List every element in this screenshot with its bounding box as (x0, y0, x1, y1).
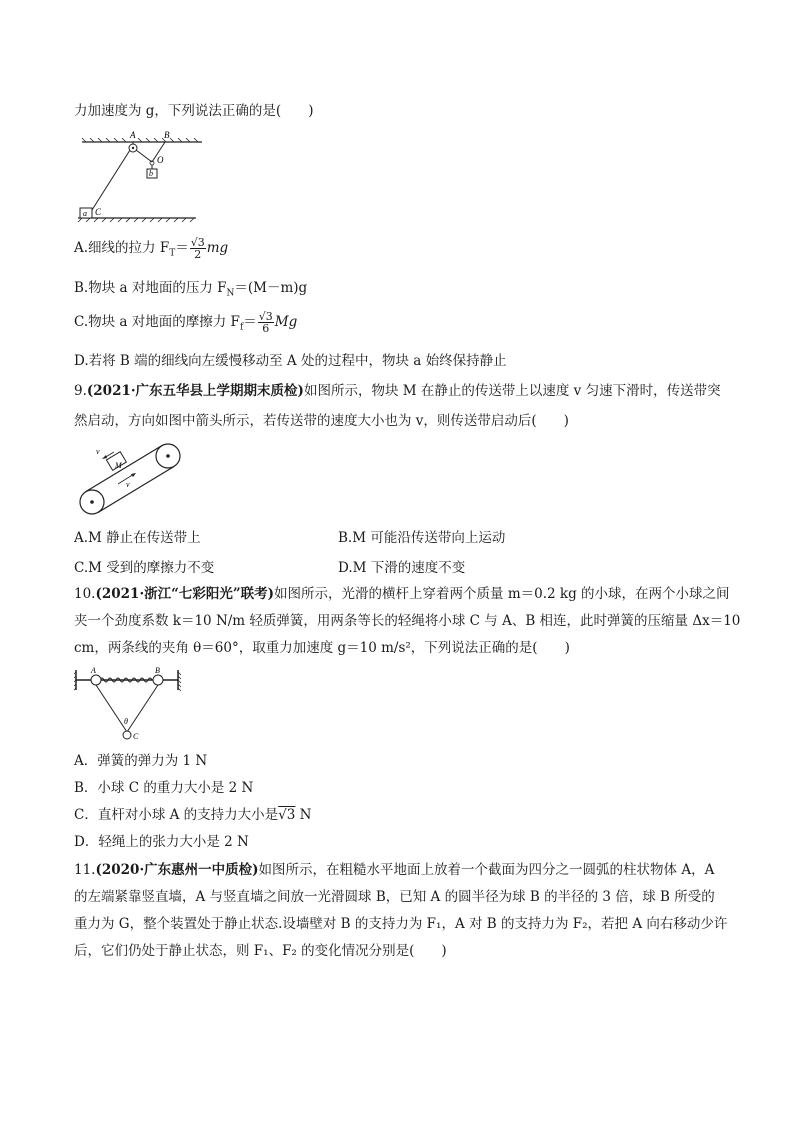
q8-option-b: B.物块 a 对地面的压力 $F_N=(M-m)g$ (74, 280, 308, 299)
label-O: O (157, 155, 164, 165)
q10-option-a: A．弹簧的弹力为 1 N (74, 753, 208, 769)
q10-stem-line-1: 10.(2021·浙江“七彩阳光”联考)如图所示，光滑的横杆上穿着两个质量 m＝0.2 kg 的小球，在两个小球之间 (74, 586, 730, 602)
q9-option-b: B.M 可能沿传送带向上运动 (338, 530, 506, 546)
q8-option-a: A.细线的拉力 $F_T=$ $\frac{√3}{2}$ mg (74, 236, 229, 261)
q9-option-c: C.M 受到的摩擦力不变 (74, 560, 215, 576)
q9-stem-line-2: 然启动，方向如图中箭头所示，若传送带的速度大小也为 v，则传送带启动后( ) (74, 413, 569, 429)
q10-option-d: D．轻绳上的张力大小是 2 N (74, 834, 249, 850)
q10-option-b: B．小球 C 的重力大小是 2 N (74, 780, 254, 796)
q10-figure (74, 664, 182, 744)
label-v-top: v (96, 447, 100, 456)
q8-figure (74, 128, 204, 224)
q11-stem-line-2: 的左端紧靠竖直墙，A 与竖直墙之间放一光滑圆球 B，已知 A 的圆半径为球 B 的半径的 3 倍，球 B 所受的 (74, 889, 715, 905)
label-v-belt: v (126, 480, 130, 489)
q10-stem-line-3: cm，两条线的夹角 θ＝60°，取重力加速度 g＝10 m/s²，下列说法正确的是( ) (74, 640, 570, 656)
q11-stem-line-3: 重力为 G，整个装置处于静止状态.设墙壁对 B 的支持力为 F₁，A 对 B 的支持力为 F₂，若把 A 向右移动少许 (74, 916, 728, 932)
label-a: a (83, 209, 87, 218)
q9-figure (74, 440, 186, 516)
label-b: b (149, 169, 153, 178)
q8-stem-tail: 力加速度为 g，下列说法正确的是( ) (74, 103, 314, 119)
q10-option-c: C．直杆对小球 A 的支持力大小是√3 N (74, 807, 312, 823)
label-B: B (155, 666, 160, 675)
label-B: B (164, 130, 170, 140)
label-theta: θ (124, 717, 128, 726)
label-M: M (115, 461, 122, 470)
label-A: A (130, 130, 136, 140)
q8-option-c: C.物块 a 对地面的摩擦力 $F_f=$ $\frac{√3}{6}$ Mg (74, 310, 298, 335)
q11-stem-line-4: 后，它们仍处于静止状态，则 F₁、F₂ 的变化情况分别是( ) (74, 943, 447, 959)
q11-stem-line-1: 11.(2020·广东惠州一中质检)如图所示，在粗糙水平地面上放着一个截面为四分之一圆弧的柱状物体 A，A (74, 862, 715, 878)
q10-stem-line-2: 夹一个劲度系数 k＝10 N/m 轻质弹簧，用两条等长的轻绳将小球 C 与 A、B 相连，此时弹簧的压缩量 Δx＝10 (74, 613, 741, 629)
label-A: A (91, 666, 96, 675)
q9-stem-line-1: 9.(2021·广东五华县上学期期末质检)如图所示，物块 M 在静止的传送带上以速度 v 匀速下滑时，传送带突 (74, 383, 721, 399)
q8-option-d: D.若将 B 端的细线向左缓慢移动至 A 处的过程中，物块 a 始终保持静止 (74, 353, 507, 369)
q9-option-a: A.M 静止在传送带上 (74, 530, 201, 546)
q9-option-d: D.M 下滑的速度不变 (338, 560, 466, 576)
label-C: C (95, 207, 102, 217)
label-C: C (133, 732, 139, 741)
